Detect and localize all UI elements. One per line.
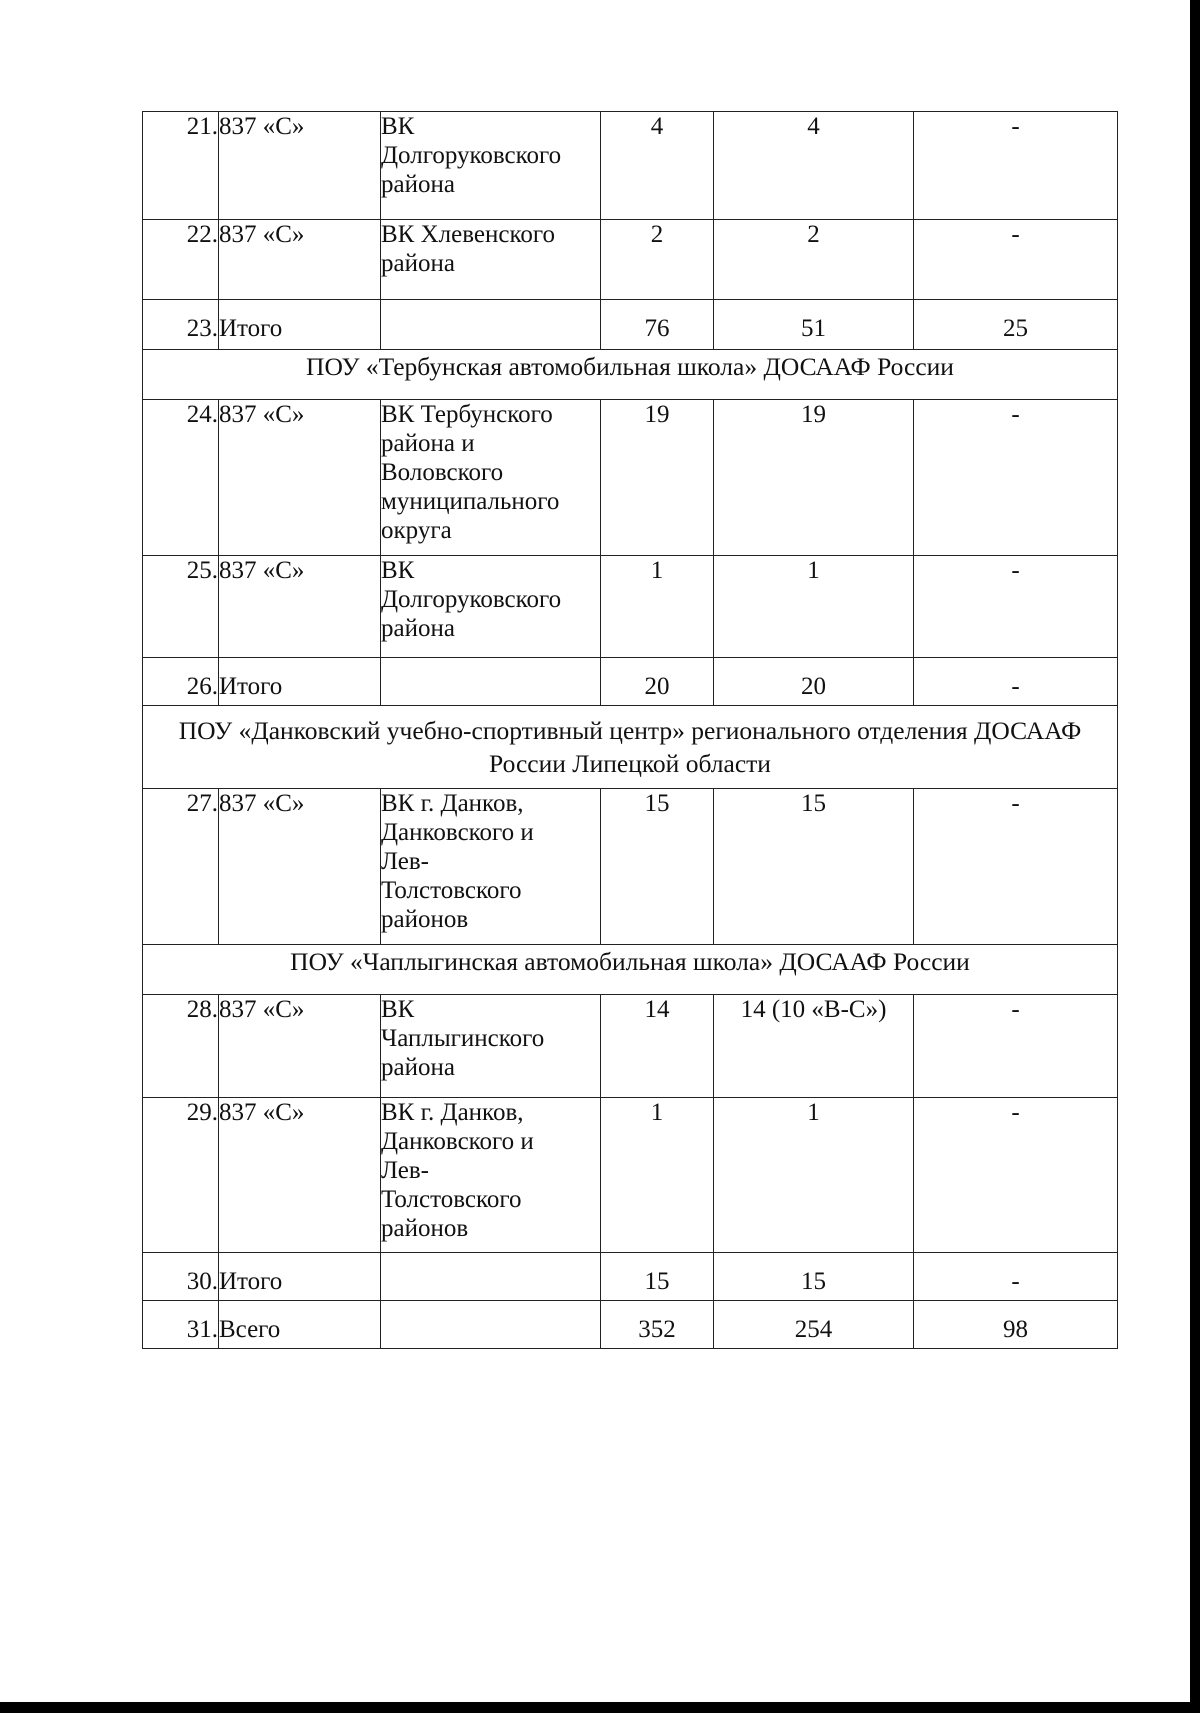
organization-cell (381, 658, 601, 706)
value-1-cell: 20 (601, 658, 714, 706)
table-row (143, 789, 1118, 945)
total-row (143, 658, 1118, 706)
section-title: ПОУ «Данковский учебно-спортивный центр» регионального отделения ДОСААФ России Липецкой области (143, 706, 1118, 789)
row-number-cell: 28. (143, 995, 219, 1098)
value-1-cell: 19 (601, 400, 714, 556)
value-2-cell: 1 (714, 556, 914, 658)
organization-cell: ВК Долгоруковского района (381, 556, 601, 658)
value-1-cell: 1 (601, 1098, 714, 1253)
table-row (143, 400, 1118, 556)
organization-cell (381, 1301, 601, 1349)
value-3-cell: 25 (914, 300, 1118, 350)
value-1-cell: 1 (601, 556, 714, 658)
value-2-cell: 15 (714, 789, 914, 945)
code-cell: 837 «С» (219, 112, 381, 220)
table-row (143, 995, 1118, 1098)
code-cell: 837 «С» (219, 995, 381, 1098)
value-1-cell: 4 (601, 112, 714, 220)
organization-cell: ВК Чаплыгинского района (381, 995, 601, 1098)
code-cell: Итого (219, 300, 381, 350)
row-number-cell: 31. (143, 1301, 219, 1349)
value-3-cell: - (914, 1098, 1118, 1253)
code-cell: Всего (219, 1301, 381, 1349)
organization-cell: ВК г. Данков, Данковского и Лев- Толстовского районов (381, 1098, 601, 1253)
allocation-table (142, 111, 1118, 1349)
table-row (143, 556, 1118, 658)
value-1-cell: 15 (601, 1253, 714, 1301)
total-row (143, 1253, 1118, 1301)
row-number-cell: 22. (143, 220, 219, 300)
scan-border-bottom (0, 1702, 1200, 1713)
value-3-cell: - (914, 556, 1118, 658)
value-1-cell: 352 (601, 1301, 714, 1349)
table-row (143, 1098, 1118, 1253)
section-title: ПОУ «Чаплыгинская автомобильная школа» ДОСААФ России (143, 945, 1118, 995)
row-number-cell: 30. (143, 1253, 219, 1301)
code-cell: Итого (219, 658, 381, 706)
value-2-cell: 2 (714, 220, 914, 300)
code-cell: 837 «С» (219, 400, 381, 556)
code-cell: 837 «С» (219, 556, 381, 658)
row-number-cell: 26. (143, 658, 219, 706)
value-1-cell: 14 (601, 995, 714, 1098)
value-2-cell: 19 (714, 400, 914, 556)
value-3-cell: - (914, 658, 1118, 706)
value-2-cell: 20 (714, 658, 914, 706)
value-1-cell: 76 (601, 300, 714, 350)
section-title: ПОУ «Тербунская автомобильная школа» ДОСААФ России (143, 350, 1118, 400)
scan-border-right (1190, 0, 1200, 1713)
table-row (143, 220, 1118, 300)
row-number-cell: 23. (143, 300, 219, 350)
row-number-cell: 29. (143, 1098, 219, 1253)
row-number-cell: 25. (143, 556, 219, 658)
value-1-cell: 2 (601, 220, 714, 300)
value-2-cell: 4 (714, 112, 914, 220)
organization-cell (381, 300, 601, 350)
organization-cell: ВК Хлевенского района (381, 220, 601, 300)
total-row (143, 300, 1118, 350)
row-number-cell: 21. (143, 112, 219, 220)
value-2-cell: 15 (714, 1253, 914, 1301)
organization-cell (381, 1253, 601, 1301)
row-number-cell: 27. (143, 789, 219, 945)
value-1-cell: 15 (601, 789, 714, 945)
section-header-row (143, 350, 1118, 400)
value-2-cell: 14 (10 «В-С») (714, 995, 914, 1098)
section-header-row (143, 706, 1118, 789)
code-cell: 837 «С» (219, 1098, 381, 1253)
value-2-cell: 1 (714, 1098, 914, 1253)
value-3-cell: - (914, 995, 1118, 1098)
organization-cell: ВК г. Данков, Данковского и Лев- Толстовского районов (381, 789, 601, 945)
value-2-cell: 254 (714, 1301, 914, 1349)
organization-cell: ВК Долгоруковского района (381, 112, 601, 220)
code-cell: 837 «С» (219, 789, 381, 945)
value-2-cell: 51 (714, 300, 914, 350)
value-3-cell: - (914, 789, 1118, 945)
code-cell: 837 «С» (219, 220, 381, 300)
table-row (143, 112, 1118, 220)
value-3-cell: - (914, 400, 1118, 556)
value-3-cell: - (914, 1253, 1118, 1301)
total-row (143, 1301, 1118, 1349)
value-3-cell: - (914, 220, 1118, 300)
row-number-cell: 24. (143, 400, 219, 556)
value-3-cell: - (914, 112, 1118, 220)
organization-cell: ВК Тербунского района и Воловского муниципального округа (381, 400, 601, 556)
code-cell: Итого (219, 1253, 381, 1301)
section-header-row (143, 945, 1118, 995)
value-3-cell: 98 (914, 1301, 1118, 1349)
